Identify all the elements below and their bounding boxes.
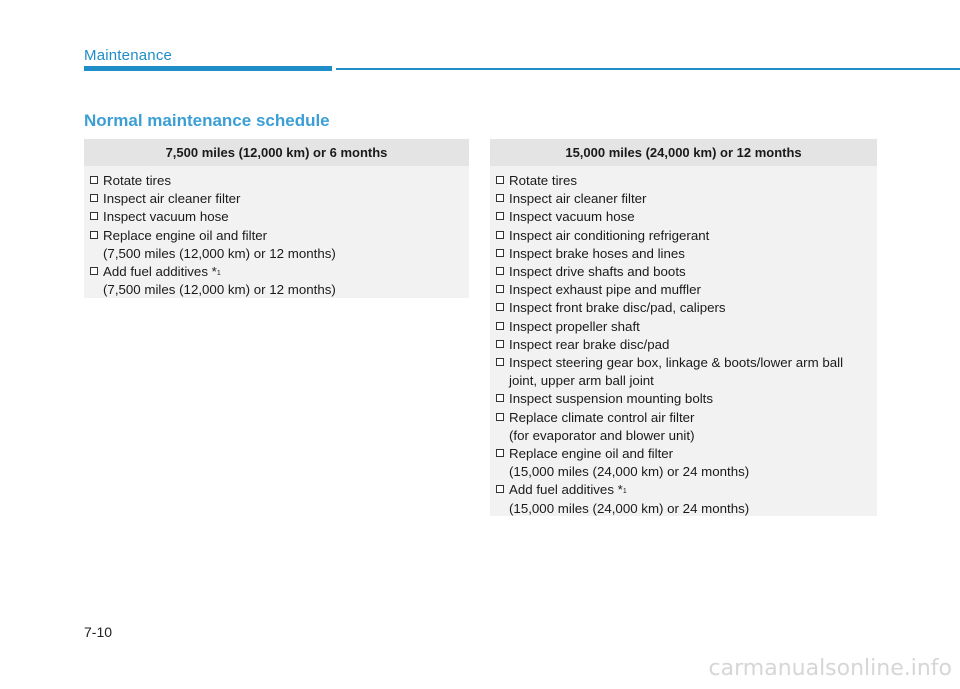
page-number: 7-10 [84, 624, 113, 640]
checkbox-icon [90, 267, 98, 275]
page-title: Normal maintenance schedule [84, 111, 330, 130]
list-item [90, 263, 469, 299]
item-text: Inspect vacuum hose [509, 209, 635, 225]
item-text: Inspect air conditioning refrigerant [509, 227, 710, 243]
list-item [496, 172, 877, 190]
schedule-card-7500 [84, 139, 469, 298]
checkbox-icon [496, 358, 504, 366]
checkbox-icon [496, 303, 504, 311]
item-text: Add fuel additives * [103, 264, 217, 280]
list-item [496, 390, 877, 408]
list-item [90, 227, 469, 263]
item-text: Inspect brake hoses and lines [509, 245, 685, 261]
card-heading: 15,000 miles (24,000 km) or 12 months [490, 139, 877, 166]
list-item [90, 208, 469, 226]
checkbox-icon [496, 267, 504, 275]
checkbox-icon [496, 394, 504, 402]
list-item [496, 281, 877, 299]
list-item [496, 409, 877, 445]
list-item [90, 190, 469, 208]
checkbox-icon [496, 413, 504, 421]
checkbox-icon [90, 212, 98, 220]
checkbox-icon [496, 249, 504, 257]
checkbox-icon [496, 194, 504, 202]
list-item [496, 299, 877, 317]
item-text: Replace engine oil and filter [103, 227, 268, 243]
item-subtext: (7,500 miles (12,000 km) or 12 months) [103, 282, 336, 298]
checkbox-icon [496, 322, 504, 330]
list-item [496, 263, 877, 281]
checkbox-icon [90, 176, 98, 184]
item-subtext: (for evaporator and blower unit) [509, 427, 695, 443]
checklist [84, 166, 469, 299]
item-text: Inspect air cleaner filter [103, 191, 241, 207]
item-text: Rotate tires [509, 173, 577, 188]
checkbox-icon [496, 485, 504, 493]
section-header: Maintenance [84, 47, 173, 64]
checklist [490, 166, 877, 518]
list-item [496, 245, 877, 263]
checkbox-icon [496, 285, 504, 293]
item-text: Inspect drive shafts and boots [509, 264, 686, 280]
item-text: Inspect propeller shaft [509, 318, 640, 334]
item-text: Inspect rear brake disc/pad [509, 336, 670, 352]
watermark: carmanualsonline.info [708, 656, 952, 681]
header-rule-thick [84, 66, 332, 71]
footnote-marker: 1 [216, 270, 221, 278]
checkbox-icon [496, 212, 504, 220]
checkbox-icon [496, 449, 504, 457]
item-subtext: joint, upper arm ball joint [509, 373, 654, 389]
checkbox-icon [90, 194, 98, 202]
header-rule-thin [336, 68, 960, 70]
item-text: Inspect vacuum hose [103, 209, 229, 225]
card-heading: 7,500 miles (12,000 km) or 6 months [84, 139, 469, 166]
item-subtext: (15,000 miles (24,000 km) or 24 months) [509, 500, 750, 516]
item-text: Replace climate control air filter [509, 409, 695, 425]
item-text: Replace engine oil and filter [509, 446, 674, 462]
list-item [496, 336, 877, 354]
list-item [496, 445, 877, 481]
list-item [496, 190, 877, 208]
item-text: Inspect suspension mounting bolts [509, 391, 714, 407]
list-item [496, 318, 877, 336]
checkbox-icon [496, 231, 504, 239]
list-item [496, 354, 877, 390]
item-text: Inspect steering gear box, linkage & boots/lower arm ball [509, 355, 844, 371]
item-text: Add fuel additives * [509, 482, 623, 498]
item-subtext: (15,000 miles (24,000 km) or 24 months) [509, 464, 750, 480]
checkbox-icon [90, 231, 98, 239]
checkbox-icon [496, 340, 504, 348]
list-item [496, 208, 877, 226]
item-subtext: (7,500 miles (12,000 km) or 12 months) [103, 245, 336, 261]
item-text: Inspect front brake disc/pad, calipers [509, 300, 726, 316]
item-text: Inspect exhaust pipe and muffler [509, 282, 701, 298]
schedule-card-15000 [490, 139, 877, 516]
footnote-marker: 1 [622, 488, 627, 496]
item-text: Inspect air cleaner filter [509, 191, 647, 207]
list-item [90, 172, 469, 190]
list-item [496, 481, 877, 517]
list-item [496, 227, 877, 245]
item-text: Rotate tires [103, 173, 171, 188]
checkbox-icon [496, 176, 504, 184]
